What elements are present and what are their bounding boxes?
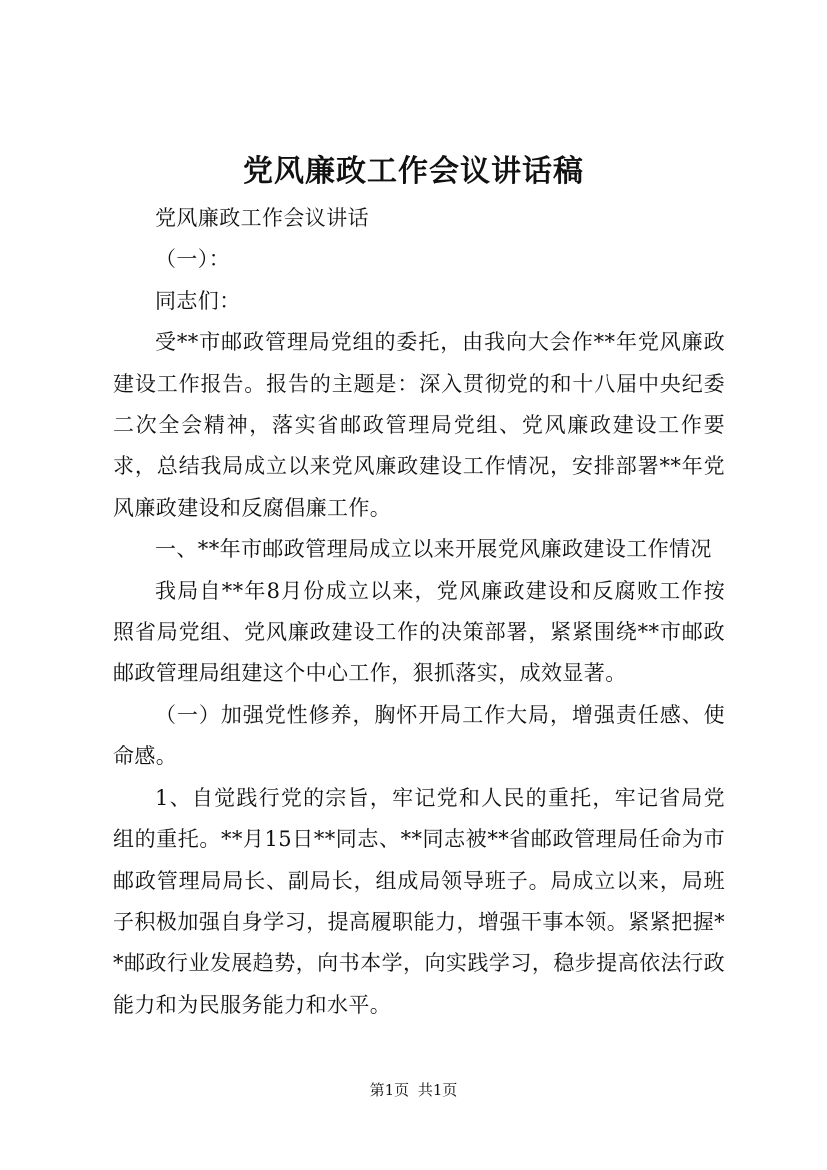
subsection-heading-paragraph: （一）加强党性修养，胸怀开局工作大局，增强责任感、使命感。: [113, 702, 725, 769]
body-paragraph: 我局自**年8月份成立以来，党风廉政建设和反腐败工作按照省局党组、党风廉政建设工作的决策部署，紧紧围绕**市邮政邮政管理局组建这个中心工作，狠抓落实，成效显著。: [113, 578, 725, 686]
body-paragraph: 受**市邮政管理局党组的委托，由我向大会作**年党风廉政建设工作报告。报告的主题是：深入贯彻党的和十八届中央纪委二次全会精神，落实省邮政管理局党组、党风廉政建设工作要求，总结我局成立以来党风廉政建设工作情况，安排部署**年党风廉政建设和反腐倡廉工作。: [113, 330, 725, 520]
page-footer: [0, 1079, 827, 1100]
page-number-total: 共1页: [417, 1081, 458, 1099]
document-title: 党风廉政工作会议讲话稿: [243, 154, 584, 189]
salutation-paragraph: 同志们：: [155, 288, 241, 313]
body-paragraph: 1、自觉践行党的宗旨，牢记党和人民的重托，牢记省局党组的重托。**月15日**同志、**同志被**省邮政管理局任命为市邮政管理局局长、副局长，组成局领导班子。局成立以来，局班子积极加强自身学习，提高履职能力，增强干事本领。紧紧把握**邮政行业发展趋势，向书本学，向实践学习，稳步提高依法行政能力和为民服务能力和水平。: [113, 785, 725, 1017]
section-heading-paragraph: 一、**年市邮政管理局成立以来开展党风廉政建设工作情况: [155, 537, 712, 562]
document-body: [113, 198, 725, 1026]
subtitle-paragraph: 党风廉政工作会议讲话: [155, 206, 369, 230]
section-marker-paragraph: （一）：: [155, 247, 231, 272]
page-number-current: 第1页: [369, 1081, 410, 1099]
